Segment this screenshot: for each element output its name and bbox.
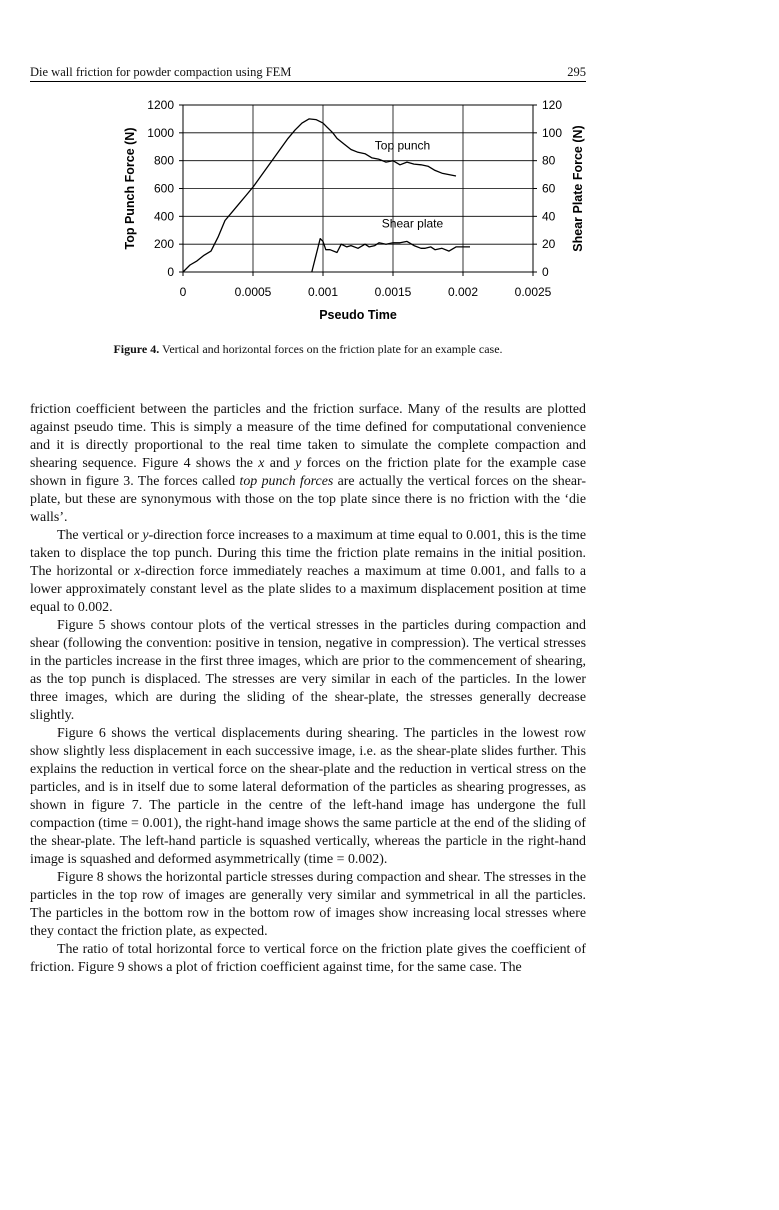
x-tick-label-4: 0.002 [447, 285, 479, 299]
x-tick-label-2: 0.001 [307, 285, 339, 299]
p2-var-y: y [142, 528, 149, 543]
series-annotation-1: Shear plate [381, 216, 444, 231]
x-tick-label-3: 0.0015 [374, 285, 412, 299]
p2-var-x: x [134, 564, 141, 579]
y-left-tick-label-0: 0 [167, 265, 174, 279]
p2-text-3: -direction force immediately reaches a maximum at time 0.001, and falls to a lower approximately constant level as the plate slides to a maximum displacement position at time equal to 0.002. [30, 564, 586, 615]
paragraph-5: Figure 8 shows the horizontal particle stresses during compaction and shear. The stresses in the particles in the top row of images are generally very similar and symmetrical in all the particles. The particles in the bottom row in the bottom row of images show increasing local stresses where they contact the friction plate, as expected. [30, 870, 586, 939]
figure-caption [0, 342, 616, 357]
y-right-tick-label-2: 40 [542, 209, 556, 224]
running-head [30, 63, 586, 82]
caption-text: Vertical and horizontal forces on the friction plate for an example case. [162, 342, 503, 356]
p1-text-2: and [264, 456, 296, 471]
running-title: Die wall friction for powder compaction using FEM [30, 65, 292, 79]
y-right-tick-label-3: 60 [542, 181, 556, 196]
paragraph-6: The ratio of total horizontal force to vertical force on the friction plate gives the coefficient of friction. Figure 9 shows a plot of friction coefficient against time, for the same case. The [30, 942, 586, 975]
p2-text-1: The vertical or [57, 528, 143, 543]
p1-var-y: y [295, 456, 302, 471]
y-left-tick-label-3: 600 [153, 181, 174, 196]
caption-label: Figure 4. [113, 342, 160, 356]
x-tick-label-1: 0.0005 [234, 285, 272, 299]
y-left-tick-label-4: 800 [153, 153, 174, 168]
series-annotation-0: Top punch [374, 138, 431, 153]
chart-svg [110, 92, 590, 328]
y-right-tick-label-6: 120 [542, 98, 563, 112]
series-line-shear-plate [312, 239, 470, 272]
paragraph-2 [30, 527, 586, 617]
p1-text-1: friction coefficient between the particles and the friction surface. Many of the results are plotted against pseudo time. This is simply a measure of the time defined for computational convenience and it is directly proportional to the real time taken to simulate the complete compaction and shearing sequence. Figure 4 shows the [30, 402, 586, 471]
page-number: 295 [567, 65, 586, 79]
paragraph-1 [30, 401, 586, 527]
y-right-tick-label-1: 20 [542, 237, 556, 252]
y-left-tick-label-6: 1200 [147, 98, 174, 112]
paragraph-3: Figure 5 shows contour plots of the vertical stresses in the particles during compaction and shear (following the convention: positive in tension, negative in compression). The vertical stresses in the particles increase in the first three images, which are prior to the commencement of shearing, as the top punch is displaced. The stresses are very similar in each of the particles. In the lower three images, which are during the sliding of the shear-plate, the stresses generally decrease slightly. [30, 618, 586, 723]
p1-var-x: x [258, 456, 265, 471]
figure-4 [110, 92, 590, 328]
y-left-tick-label-2: 400 [153, 209, 174, 224]
x-tick-label-0: 0 [179, 285, 187, 299]
y-right-tick-label-4: 80 [542, 153, 556, 168]
y-left-tick-label-1: 200 [153, 237, 174, 252]
y-right-tick-label-0: 0 [542, 265, 549, 279]
x-tick-label-5: 0.0025 [514, 285, 552, 299]
p1-text-3: forces on the friction plate for the example case shown in figure 3. The forces called [30, 456, 587, 489]
x-axis-title: Pseudo Time [319, 308, 397, 322]
y-right-tick-label-5: 100 [542, 125, 563, 140]
y-right-axis-title: Shear Plate Force (N) [571, 125, 585, 252]
body-text [30, 401, 586, 977]
paragraph-4: Figure 6 shows the vertical displacements during shearing. The particles in the lowest row show slightly less displacement in each successive image, i.e. as the shear-plate slides further. This explains the reduction in vertical force on the shear-plate and the reduction in vertical stress on the particles, and is in itself due to some lateral deformation of the particles as shearing progresses, as shown in figure 7. The particle in the centre of the left-hand image has undergone the full compaction (time = 0.001), the right-hand image shows the same particle at the end of the sliding of the shear-plate. The left-hand particle is squashed vertically, whereas the particle in the right-hand image is squashed and deformed asymmetrically (time = 0.002). [30, 726, 586, 867]
force-chart [110, 92, 590, 328]
p1-emphasis: top punch forces [239, 474, 334, 489]
p1-text-4: are actually the vertical forces on the shear-plate, but these are synonymous with those on the top plate since there is no friction with the ‘die walls’. [30, 474, 586, 525]
y-left-axis-title: Top Punch Force (N) [123, 127, 137, 250]
p2-text-2: -direction force increases to a maximum at time equal to 0.001, this is the time taken to displace the top punch. During this time the friction plate remains in the initial position. The horizontal or [30, 528, 586, 579]
y-left-tick-label-5: 1000 [147, 125, 174, 140]
